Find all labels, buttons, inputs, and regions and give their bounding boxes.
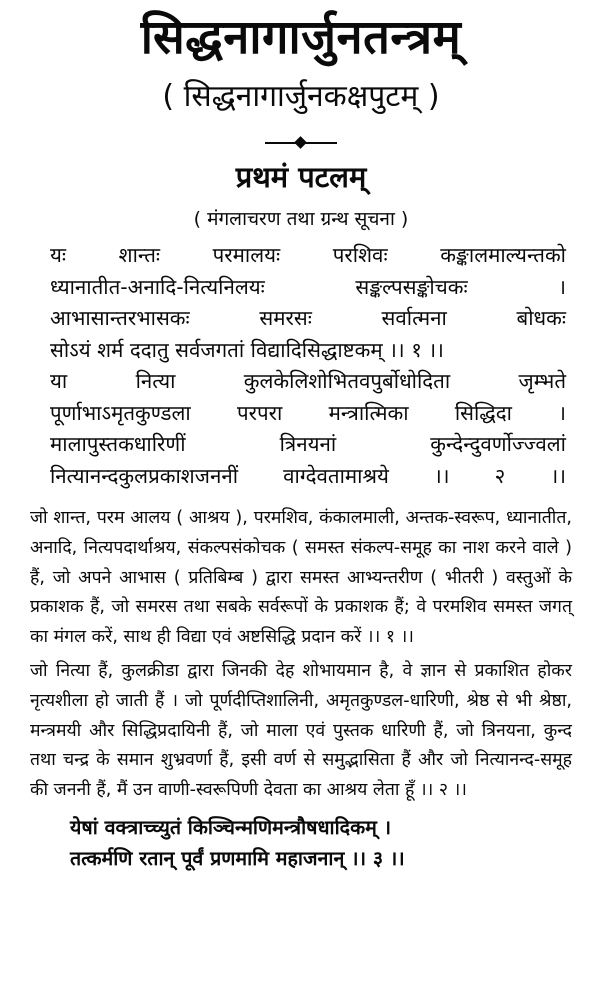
verse-line: नित्यानन्दकुलप्रकाशजननीं वाग्देवतामाश्रये ।। २ ।।	[50, 463, 566, 488]
closing-verses	[30, 812, 572, 874]
verse-line: यः शान्तः परमालयः परशिवः कङ्कालमाल्यन्तको	[50, 243, 566, 267]
commentary-paragraph: जो शान्त, परम आलय ( आश्रय ), परमशिव, कंकालमाली, अन्तक-स्वरूप, ध्यानातीत, अनादि, नित्यपदार्थाश्रय, संकल्पसंकोचक ( समस्त संकल्प-समूह का नाश करने वाले ) हैं, जो अपने आभास ( प्रतिबिम्ब ) द्वारा समस्त आभ्यन्तरीण ( भीतरी ) वस्तुओं के प्रकाशक हैं, जो समरस तथा सबके सर्वरूपों के प्रकाशक हैं; वे परमशिव समस्त जगत् का मंगल करें, साथ ही विद्या एवं अष्टसिद्धि प्रदान करें ।। १ ।।	[30, 508, 572, 648]
divider-diamond-icon	[294, 136, 307, 149]
chapter-subheading: ( मंगलाचरण तथा ग्रन्थ सूचना )	[193, 208, 409, 230]
verse-line: ध्यानातीत-अनादि-नित्यनिलयः सङ्कल्पसङ्कोचकः ।	[50, 274, 566, 299]
sanskrit-verses	[30, 240, 572, 492]
hindi-commentary	[30, 504, 572, 806]
verse-line: पूर्णाभाऽमृतकुण्डला परपरा मन्त्रात्मिका सिद्धिदा ।	[50, 400, 566, 425]
page-title: सिद्धनागार्जुनतन्त्रम्	[140, 10, 462, 65]
verse-line: येषां वक्त्राच्च्युतं किञ्चिन्मणिमन्त्रौषधादिकम् ।	[70, 815, 392, 839]
verse-line: सोऽयं शर्म ददातु सर्वजगतां विद्यादिसिद्धाष्टकम् ।। १ ।।	[50, 337, 444, 362]
page-subtitle: ( सिद्धनागार्जुनकक्षपुटम् )	[162, 79, 440, 114]
verse-line: या नित्या कुलकेलिशोभितवपुर्बोधोदिता जृम्भते	[50, 369, 566, 393]
ornamental-divider	[265, 136, 337, 150]
commentary-paragraph: जो नित्या हैं, कुलक्रीडा द्वारा जिनकी देह शोभायमान है, वे ज्ञान से प्रकाशित होकर नृत्यशीला हो जाती हैं । जो पूर्णदीप्तिशालिनी, अमृतकुण्डल-धारिणी, श्रेष्ठ से भी श्रेष्ठा, मन्त्रमयी और सिद्धिप्रदायिनी हैं, जो माला एवं पुस्तक धारिणी हैं, जो त्रिनयना, कुन्द तथा चन्द्र के समान शुभ्रवर्णा हैं, इसी वर्ण से समुद्भासिता हैं और जो नित्यानन्द-समूह की जननी हैं, मैं उन वाणी-स्वरूपिणी देवता का आश्रय लेता हूँ ।। २ ।।	[30, 660, 572, 801]
chapter-heading: प्रथमं पटलम्	[235, 160, 367, 194]
verse-line: मालापुस्तकधारिणीं त्रिनयनां कुन्देन्दुवर्णोज्ज्वलां	[50, 432, 566, 456]
verse-line: आभासान्तरभासकः समरसः सर्वात्मना बोधकः	[50, 306, 566, 330]
verse-line: तत्कर्मणि रतान् पूर्वं प्रणमामि महाजनान् ।। ३ ।।	[70, 846, 405, 870]
